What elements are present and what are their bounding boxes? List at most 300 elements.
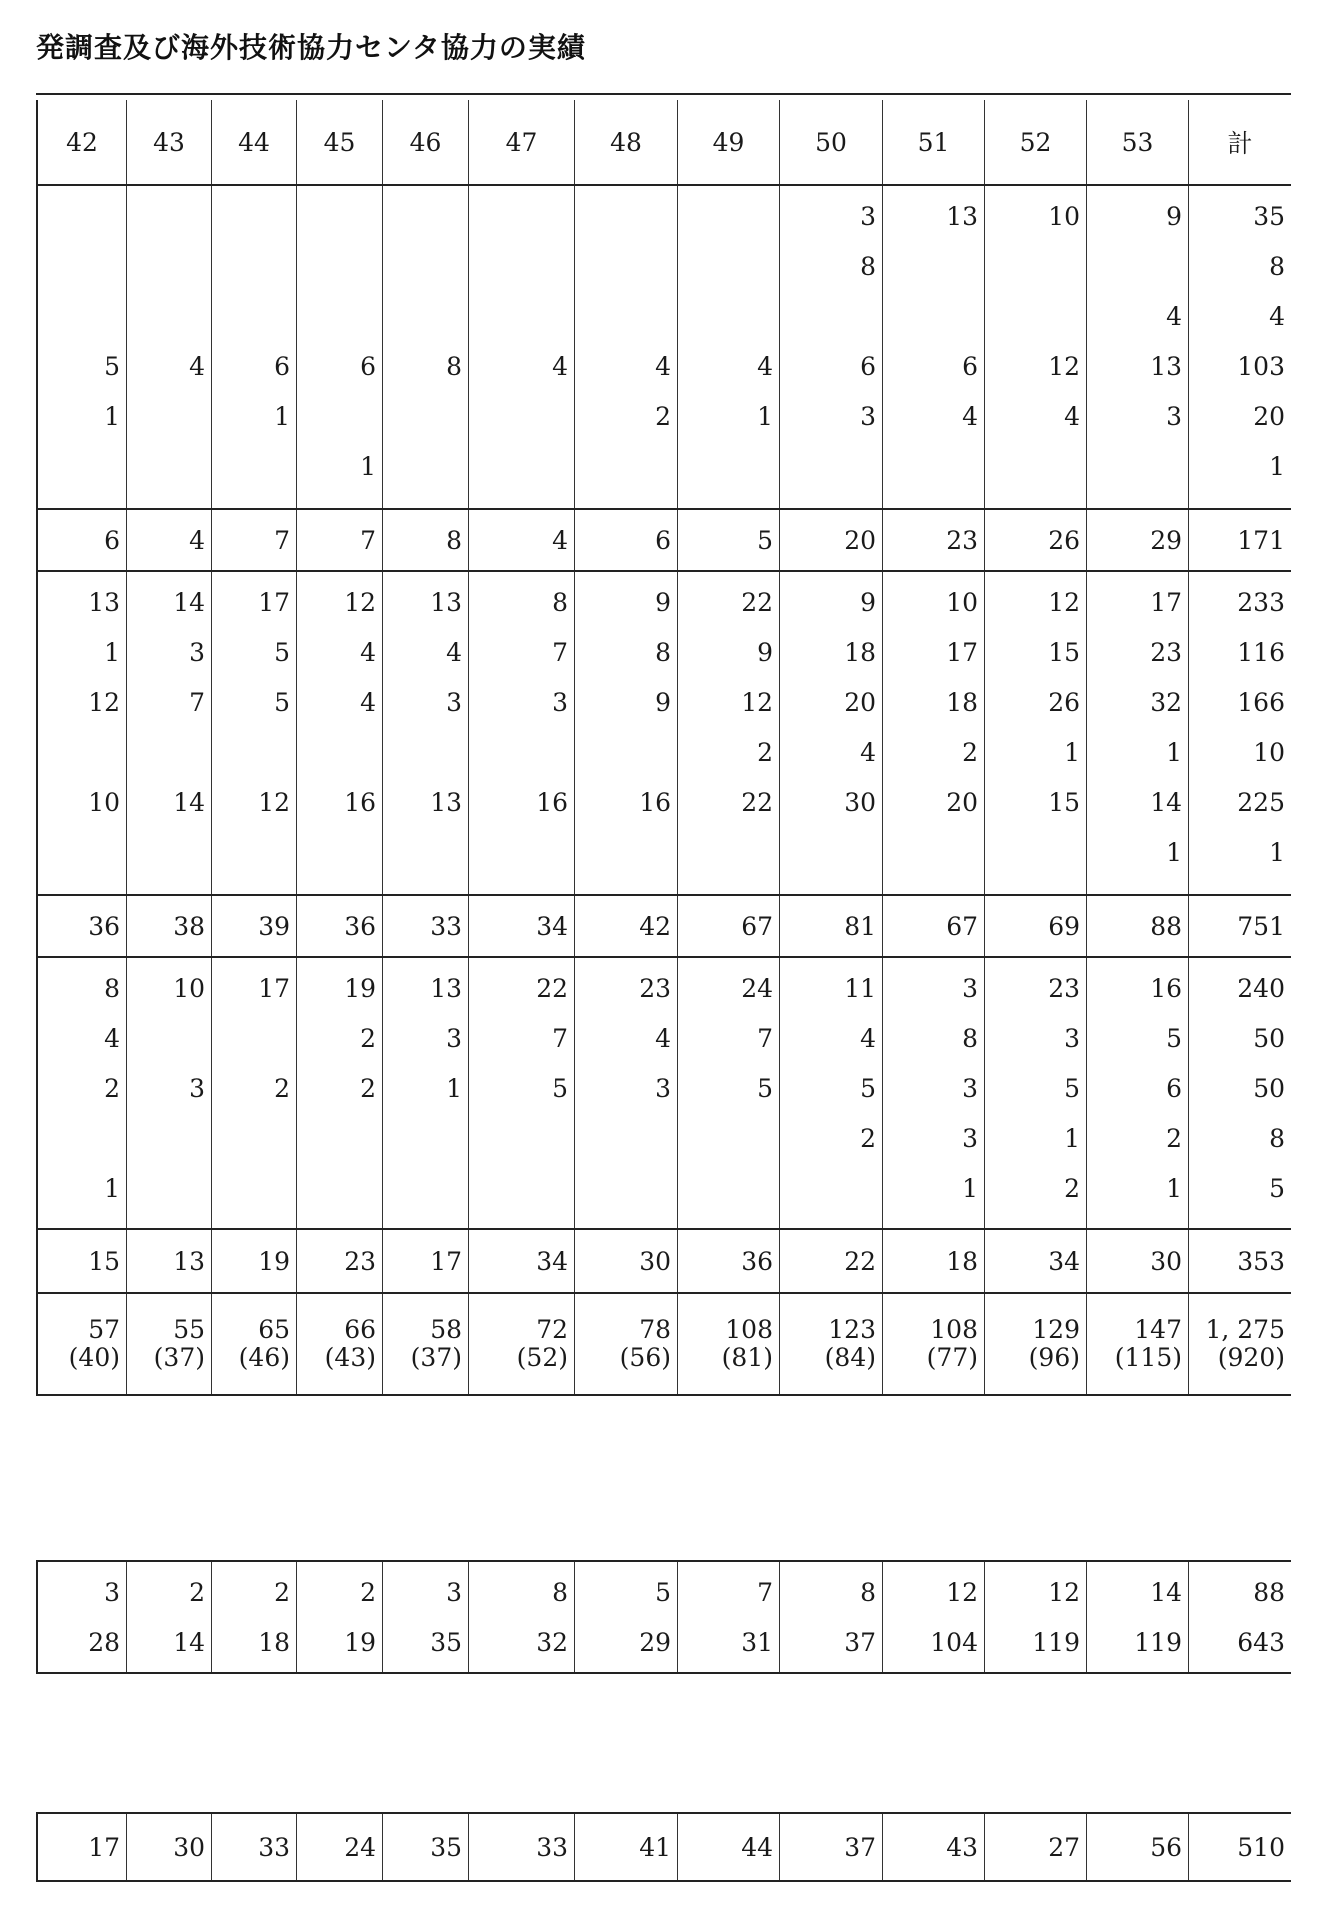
cell-value: 7 (552, 638, 568, 667)
cell-value (127, 828, 211, 878)
cell-value (127, 1114, 211, 1164)
table-cell (984, 1294, 1086, 1394)
cell-value (678, 828, 779, 878)
table-cell (677, 1562, 779, 1672)
cell-value: 35 (430, 1832, 462, 1862)
cell-value: 2 (860, 1124, 876, 1153)
cell-value: 8 (552, 1578, 568, 1607)
cell-value (883, 292, 984, 342)
cell-value: 13 (946, 202, 978, 231)
cell-value: 33 (430, 911, 462, 941)
cell-value (678, 292, 779, 342)
cell-value: 28 (88, 1628, 120, 1657)
table-cell (574, 510, 677, 570)
cell-value: 104 (930, 1628, 978, 1657)
cell-value: 751 (1237, 911, 1285, 941)
table-cell (677, 510, 779, 570)
cell-value: 9 (1166, 202, 1182, 231)
table-cell (36, 1814, 126, 1880)
table-cell (1086, 896, 1188, 956)
cell-value: 11 (844, 974, 876, 1003)
cell-value: 4 (360, 688, 376, 717)
cell-value: 166 (1237, 688, 1285, 717)
cell-value: 2 (962, 738, 978, 767)
total-value: 57 (88, 1315, 120, 1344)
cell-value: 23 (344, 1246, 376, 1276)
cell-value: 88 (1150, 911, 1182, 941)
cell-value: 6 (360, 352, 376, 381)
total-paren-value: (56) (619, 1343, 671, 1372)
table-cell (36, 1562, 126, 1672)
cell-value: 4 (104, 1024, 120, 1053)
cell-value: 4 (1064, 402, 1080, 431)
cell-value (985, 242, 1086, 292)
cell-value: 2 (757, 738, 773, 767)
cell-value (127, 392, 211, 442)
cell-value: 1 (1269, 838, 1285, 867)
cell-value: 4 (552, 525, 568, 555)
table-cell (296, 510, 382, 570)
cell-value: 12 (344, 588, 376, 617)
cell-value: 4 (1269, 302, 1285, 331)
cell-value: 3 (552, 688, 568, 717)
total-bottom-rule (36, 1394, 1291, 1396)
cell-value (212, 192, 296, 242)
cell-value: 32 (1150, 688, 1182, 717)
cell-value (383, 1164, 468, 1214)
cell-value: 8 (552, 588, 568, 617)
cell-value (575, 242, 677, 292)
cell-value (780, 442, 882, 492)
cell-value: 14 (173, 588, 205, 617)
table-cell (779, 186, 882, 508)
cell-value: 4 (962, 402, 978, 431)
cell-value (678, 242, 779, 292)
table-cell (296, 1294, 382, 1394)
cell-value: 43 (946, 1832, 978, 1862)
cell-value: 30 (1150, 1246, 1182, 1276)
table-cell (779, 896, 882, 956)
cell-value (780, 292, 882, 342)
total-paren-value: (77) (926, 1343, 978, 1372)
table-cell (468, 510, 574, 570)
table-cell (984, 510, 1086, 570)
cell-value: 10 (1253, 738, 1285, 767)
table-cell (779, 1230, 882, 1292)
table-cell (574, 1562, 677, 1672)
cell-value: 1 (1064, 738, 1080, 767)
cell-value: 14 (173, 1628, 205, 1657)
cell-value (212, 1014, 296, 1064)
table-cell (126, 186, 211, 508)
table-cell (296, 1562, 382, 1672)
cell-value (297, 192, 382, 242)
table-cell (382, 1294, 468, 1394)
table-cell (1086, 1294, 1188, 1394)
cell-value: 29 (1150, 525, 1182, 555)
table-cell (211, 1562, 296, 1672)
cell-value (383, 728, 468, 778)
table-cell (36, 572, 126, 894)
cell-value: 24 (741, 974, 773, 1003)
table-cell (468, 1562, 574, 1672)
cell-value (297, 1114, 382, 1164)
cell-value: 3 (860, 202, 876, 231)
cell-value: 1 (1166, 1174, 1182, 1203)
cell-value: 1 (1269, 452, 1285, 481)
table-cell (36, 958, 126, 1228)
cell-value: 31 (741, 1628, 773, 1657)
table-cell (382, 1814, 468, 1880)
cell-value (212, 1114, 296, 1164)
table-cell (36, 1294, 126, 1394)
cell-value: 1 (446, 1074, 462, 1103)
column-header: 50 (815, 127, 847, 157)
table-cell (574, 896, 677, 956)
table-cell (468, 100, 574, 184)
cell-value: 12 (741, 688, 773, 717)
cell-value: 18 (258, 1628, 290, 1657)
cell-value: 4 (360, 638, 376, 667)
cell-value: 2 (360, 1074, 376, 1103)
section-1 (36, 186, 1291, 508)
cell-value: 27 (1048, 1832, 1080, 1862)
cell-value: 171 (1237, 525, 1285, 555)
total-value: 147 (1134, 1315, 1182, 1344)
cell-value (678, 1114, 779, 1164)
cell-value: 5 (1064, 1074, 1080, 1103)
cell-value: 19 (344, 1628, 376, 1657)
cell-value: 2 (104, 1074, 120, 1103)
cell-value: 1 (1064, 1124, 1080, 1153)
cell-value: 23 (639, 974, 671, 1003)
table-cell (677, 896, 779, 956)
cell-value: 1 (1166, 838, 1182, 867)
cell-value: 4 (860, 738, 876, 767)
total-value: 129 (1032, 1315, 1080, 1344)
cell-value (127, 292, 211, 342)
table-cell (382, 1230, 468, 1292)
page-title: 発調査及び海外技術協力センタ協力の実績 (36, 31, 586, 64)
cell-value: 14 (173, 788, 205, 817)
cell-value (985, 292, 1086, 342)
cell-value: 4 (189, 525, 205, 555)
cell-value (883, 442, 984, 492)
cell-value: 16 (639, 788, 671, 817)
cell-value (212, 242, 296, 292)
table-cell (296, 100, 382, 184)
column-header: 47 (505, 127, 538, 157)
table-cell (1188, 896, 1291, 956)
table-cell (126, 572, 211, 894)
cell-value: 3 (1064, 1024, 1080, 1053)
block-3 (36, 1814, 1291, 1880)
table-cell (984, 1814, 1086, 1880)
cell-value: 23 (1048, 974, 1080, 1003)
cell-value: 9 (655, 688, 671, 717)
section-2 (36, 572, 1291, 894)
cell-value: 42 (639, 911, 671, 941)
cell-value: 2 (274, 1074, 290, 1103)
table-cell (984, 896, 1086, 956)
cell-value: 26 (1048, 525, 1080, 555)
cell-value: 6 (104, 525, 120, 555)
table-cell (382, 1562, 468, 1672)
table-cell (211, 510, 296, 570)
table-cell (574, 958, 677, 1228)
table-cell (1086, 100, 1188, 184)
table-cell (126, 100, 211, 184)
cell-value: 12 (946, 1578, 978, 1607)
cell-value: 44 (741, 1832, 773, 1862)
cell-value: 13 (1150, 352, 1182, 381)
column-header: 49 (712, 127, 745, 157)
table-cell (1188, 510, 1291, 570)
cell-value: 4 (860, 1024, 876, 1053)
cell-value: 81 (844, 911, 876, 941)
table-cell (574, 186, 677, 508)
table-cell (468, 896, 574, 956)
cell-value (127, 242, 211, 292)
cell-value: 12 (1048, 352, 1080, 381)
total-paren-value: (40) (68, 1343, 120, 1372)
table-cell (126, 1294, 211, 1394)
cell-value (985, 442, 1086, 492)
cell-value: 5 (1269, 1174, 1285, 1203)
cell-value: 4 (189, 352, 205, 381)
cell-value (38, 292, 126, 342)
cell-value: 4 (446, 638, 462, 667)
cell-value: 22 (741, 588, 773, 617)
cell-value: 9 (655, 588, 671, 617)
cell-value: 10 (173, 974, 205, 1003)
cell-value: 5 (552, 1074, 568, 1103)
cell-value: 33 (258, 1832, 290, 1862)
cell-value: 9 (860, 588, 876, 617)
cell-value: 2 (274, 1578, 290, 1607)
total-paren-value: (46) (238, 1343, 290, 1372)
table-cell (984, 958, 1086, 1228)
table-cell (1188, 572, 1291, 894)
table-cell (882, 958, 984, 1228)
cell-value: 34 (1048, 1246, 1080, 1276)
table-cell (1086, 1562, 1188, 1672)
column-header: 44 (238, 127, 270, 157)
cell-value (38, 728, 126, 778)
cell-value: 20 (844, 688, 876, 717)
cell-value: 36 (741, 1246, 773, 1276)
table-cell (126, 1814, 211, 1880)
column-header: 51 (917, 127, 950, 157)
cell-value: 3 (962, 1074, 978, 1103)
table-cell (1086, 572, 1188, 894)
total-paren-value: (81) (721, 1343, 773, 1372)
table-cell (126, 510, 211, 570)
cell-value (38, 442, 126, 492)
total-value: 123 (828, 1315, 876, 1344)
header-row (36, 100, 1291, 184)
cell-value (575, 1164, 677, 1214)
cell-value: 12 (1048, 588, 1080, 617)
cell-value (469, 1164, 574, 1214)
cell-value: 7 (757, 1024, 773, 1053)
cell-value: 119 (1032, 1628, 1080, 1657)
table-cell (468, 572, 574, 894)
cell-value: 69 (1048, 911, 1080, 941)
cell-value: 3 (189, 638, 205, 667)
cell-value (575, 442, 677, 492)
cell-value (127, 442, 211, 492)
cell-value: 3 (104, 1578, 120, 1607)
table-cell (574, 100, 677, 184)
table-cell (882, 1814, 984, 1880)
table-cell (382, 186, 468, 508)
cell-value: 2 (1064, 1174, 1080, 1203)
cell-value (38, 242, 126, 292)
table-cell (211, 186, 296, 508)
table-cell (677, 572, 779, 894)
table-cell (36, 186, 126, 508)
cell-value (1087, 242, 1188, 292)
section-3 (36, 958, 1291, 1228)
cell-value (469, 1114, 574, 1164)
cell-value: 17 (430, 1246, 462, 1276)
cell-value (297, 728, 382, 778)
cell-value: 20 (1253, 402, 1285, 431)
column-header: 計 (1227, 129, 1253, 158)
table-cell (211, 1814, 296, 1880)
table-cell (468, 1294, 574, 1394)
cell-value: 6 (274, 352, 290, 381)
table-cell (574, 572, 677, 894)
cell-value: 1 (1166, 738, 1182, 767)
cell-value: 3 (446, 1024, 462, 1053)
cell-value: 67 (946, 911, 978, 941)
cell-value: 22 (844, 1246, 876, 1276)
cell-value (383, 292, 468, 342)
cell-value: 17 (88, 1832, 120, 1862)
cell-value: 6 (1166, 1074, 1182, 1103)
table-cell (126, 896, 211, 956)
table-cell (882, 510, 984, 570)
table-cell (382, 100, 468, 184)
cell-value: 18 (946, 1246, 978, 1276)
cell-value: 8 (104, 974, 120, 1003)
table-cell (984, 1562, 1086, 1672)
cell-value: 510 (1237, 1832, 1285, 1862)
cell-value: 29 (639, 1628, 671, 1657)
cell-value: 13 (430, 974, 462, 1003)
cell-value: 12 (1048, 1578, 1080, 1607)
cell-value: 240 (1237, 974, 1285, 1003)
table-cell (296, 1814, 382, 1880)
cell-value: 2 (360, 1024, 376, 1053)
cell-value (212, 442, 296, 492)
cell-value: 26 (1048, 688, 1080, 717)
cell-value: 67 (741, 911, 773, 941)
table-cell (984, 100, 1086, 184)
cell-value: 8 (1269, 1124, 1285, 1153)
cell-value: 1 (360, 452, 376, 481)
cell-value (297, 292, 382, 342)
cell-value (883, 828, 984, 878)
cell-value: 9 (757, 638, 773, 667)
table-cell (296, 958, 382, 1228)
cell-value: 39 (258, 911, 290, 941)
cell-value: 5 (757, 525, 773, 555)
cell-value: 16 (344, 788, 376, 817)
cell-value: 7 (189, 688, 205, 717)
cell-value: 8 (446, 352, 462, 381)
cell-value: 14 (1150, 788, 1182, 817)
table-cell (1188, 1562, 1291, 1672)
cell-value (575, 728, 677, 778)
cell-value: 20 (844, 525, 876, 555)
cell-value (678, 192, 779, 242)
cell-value: 16 (1150, 974, 1182, 1003)
cell-value: 2 (360, 1578, 376, 1607)
total-paren-value: (52) (516, 1343, 568, 1372)
cell-value (297, 828, 382, 878)
cell-value: 4 (655, 352, 671, 381)
total-value: 108 (930, 1315, 978, 1344)
cell-value: 7 (360, 525, 376, 555)
table-cell (1188, 958, 1291, 1228)
cell-value (127, 1164, 211, 1214)
cell-value: 5 (274, 638, 290, 667)
cell-value: 643 (1237, 1628, 1285, 1657)
cell-value: 225 (1237, 788, 1285, 817)
table-cell (1086, 1230, 1188, 1292)
cell-value: 5 (655, 1578, 671, 1607)
table-cell (296, 896, 382, 956)
cell-value (383, 828, 468, 878)
cell-value: 13 (430, 588, 462, 617)
cell-value: 7 (274, 525, 290, 555)
cell-value: 34 (536, 911, 568, 941)
table-cell (382, 572, 468, 894)
cell-value: 12 (258, 788, 290, 817)
cell-value (38, 828, 126, 878)
cell-value: 33 (536, 1832, 568, 1862)
total-value: 55 (173, 1315, 205, 1344)
column-header: 52 (1019, 127, 1052, 157)
cell-value: 5 (104, 352, 120, 381)
cell-value: 3 (962, 974, 978, 1003)
total-paren-value: (96) (1028, 1343, 1080, 1372)
table-cell (779, 958, 882, 1228)
cell-value: 2 (1166, 1124, 1182, 1153)
total-paren-value: (37) (410, 1343, 462, 1372)
cell-value: 233 (1237, 588, 1285, 617)
table-cell (296, 572, 382, 894)
table-cell (1188, 1230, 1291, 1292)
table-cell (677, 958, 779, 1228)
table-cell (36, 100, 126, 184)
table-cell (211, 896, 296, 956)
table-cell (382, 510, 468, 570)
column-header: 46 (409, 127, 442, 157)
column-header: 48 (610, 127, 642, 157)
cell-value: 8 (860, 1578, 876, 1607)
cell-value: 35 (1253, 202, 1285, 231)
cell-value: 22 (741, 788, 773, 817)
cell-value: 24 (344, 1832, 376, 1862)
cell-value (575, 192, 677, 242)
table-cell (984, 186, 1086, 508)
cell-value: 16 (536, 788, 568, 817)
cell-value: 3 (860, 402, 876, 431)
